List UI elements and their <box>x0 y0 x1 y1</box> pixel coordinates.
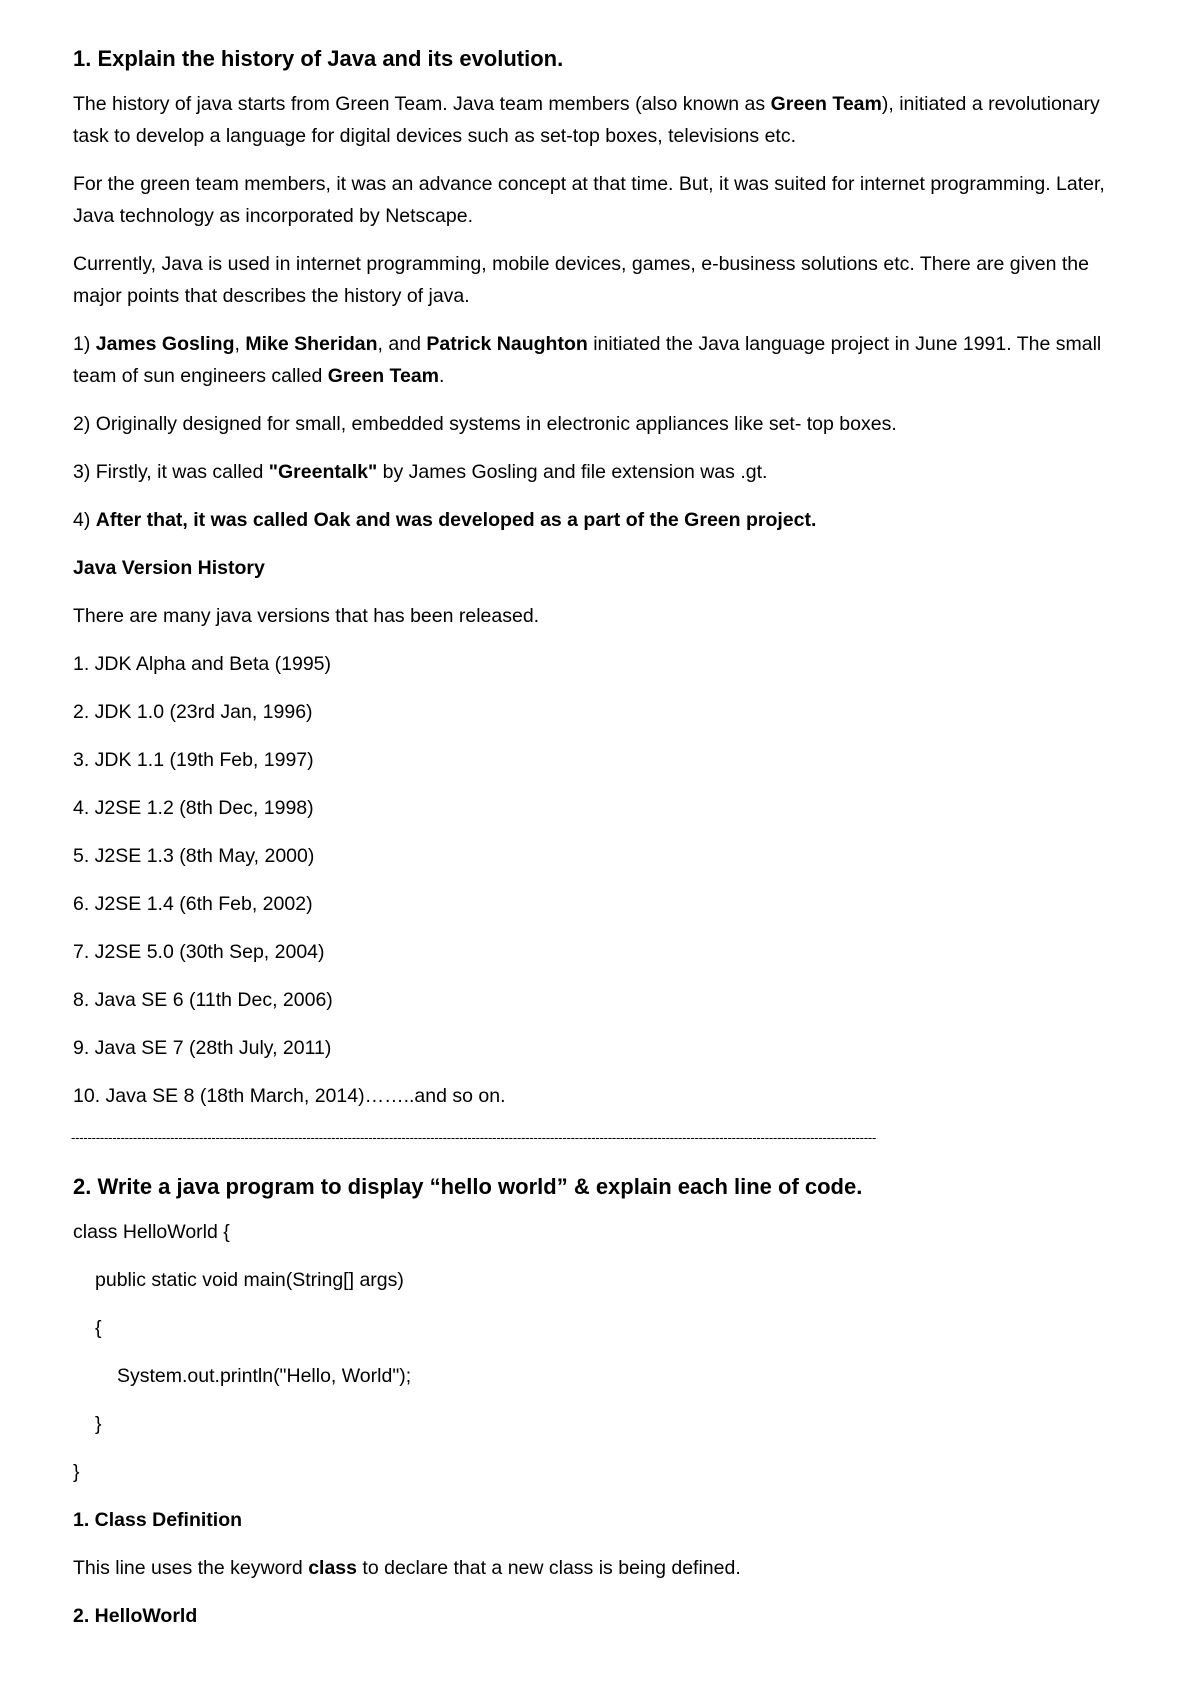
version-item: 3. JDK 1.1 (19th Feb, 1997) <box>73 749 314 771</box>
text-run: This line uses the keyword <box>73 1557 309 1579</box>
section2-heading: 2. Write a java program to display “hello world” & explain each line of code. <box>73 1174 863 1199</box>
document-body <box>73 44 1138 1648</box>
version-item: 8. Java SE 6 (11th Dec, 2006) <box>73 989 333 1011</box>
version-item: 1. JDK Alpha and Beta (1995) <box>73 653 332 675</box>
text-run: . <box>439 365 445 387</box>
code-line: System.out.println("Hello, World"); <box>117 1365 412 1387</box>
text-run: , and <box>377 333 427 355</box>
bold-run: Green Team <box>327 365 440 387</box>
version-history-heading: Java Version History <box>73 557 265 579</box>
section-divider: --------------------------------------------------------------------------------------------------------------------------------------------------------------------------------------------------- <box>71 1130 877 1145</box>
explanation-title-1: 1. Class Definition <box>73 1509 243 1531</box>
text-run: 3) Firstly, it was called <box>73 461 269 483</box>
code-block <box>73 1216 1138 1488</box>
text-run: 1) <box>73 333 96 355</box>
version-item: 9. Java SE 7 (28th July, 2011) <box>73 1037 332 1059</box>
history-point-4 <box>73 504 1138 536</box>
history-paragraph-3: Currently, Java is used in internet programming, mobile devices, games, e-business solutions etc. There are given the major points that describes the history of java. <box>73 253 1089 307</box>
version-item: 2. JDK 1.0 (23rd Jan, 1996) <box>73 701 313 723</box>
bold-run: After that, it was called Oak and was developed as a part of the Green project. <box>95 509 817 531</box>
text-run: to declare that a new class is being defined. <box>357 1557 741 1579</box>
code-line: } <box>95 1413 102 1435</box>
text-run: , <box>234 333 246 355</box>
text-run: 4) <box>73 509 96 531</box>
version-item: 7. J2SE 5.0 (30th Sep, 2004) <box>73 941 325 963</box>
version-list <box>73 648 1138 1112</box>
bold-run: class <box>308 1557 358 1579</box>
explanation-text-1 <box>73 1552 1138 1584</box>
code-line: { <box>95 1317 102 1339</box>
version-item: 4. J2SE 1.2 (8th Dec, 1998) <box>73 797 314 819</box>
text-run: initiated the Java language project in June 1991. The small team of sun engineers called <box>73 333 1102 387</box>
version-item: 6. J2SE 1.4 (6th Feb, 2002) <box>73 893 313 915</box>
section1-heading: 1. Explain the history of Java and its evolution. <box>73 46 564 71</box>
bold-run: Patrick Naughton <box>426 333 588 355</box>
explanation-title-2: 2. HelloWorld <box>73 1605 198 1627</box>
history-paragraph-2: For the green team members, it was an advance concept at that time. But, it was suited for internet programming. Later, Java technology as incorporated by Netscape. <box>73 173 1105 227</box>
bold-run: Green Team <box>770 93 882 115</box>
text-run: The history of java starts from Green Team. Java team members (also known as <box>73 93 771 115</box>
text-run: by James Gosling and file extension was .gt. <box>377 461 768 483</box>
version-item: 10. Java SE 8 (18th March, 2014)……..and so on. <box>73 1085 506 1107</box>
bold-run: James Gosling <box>95 333 235 355</box>
text-run: ), initiated a revolutionary task to develop a language for digital devices such as set-top boxes, televisions etc. <box>73 93 1100 147</box>
version-item: 5. J2SE 1.3 (8th May, 2000) <box>73 845 315 867</box>
history-point-1 <box>73 328 1138 392</box>
code-line: class HelloWorld { <box>73 1221 230 1243</box>
code-line: } <box>73 1461 80 1483</box>
history-point-2: 2) Originally designed for small, embedded systems in electronic appliances like set- top boxes. <box>73 413 897 435</box>
bold-run: "Greentalk" <box>268 461 378 483</box>
bold-run: Mike Sheridan <box>245 333 378 355</box>
code-line: public static void main(String[] args) <box>95 1269 404 1291</box>
history-paragraph-1 <box>73 88 1138 152</box>
history-point-3 <box>73 456 1138 488</box>
version-intro: There are many java versions that has been released. <box>73 605 540 627</box>
